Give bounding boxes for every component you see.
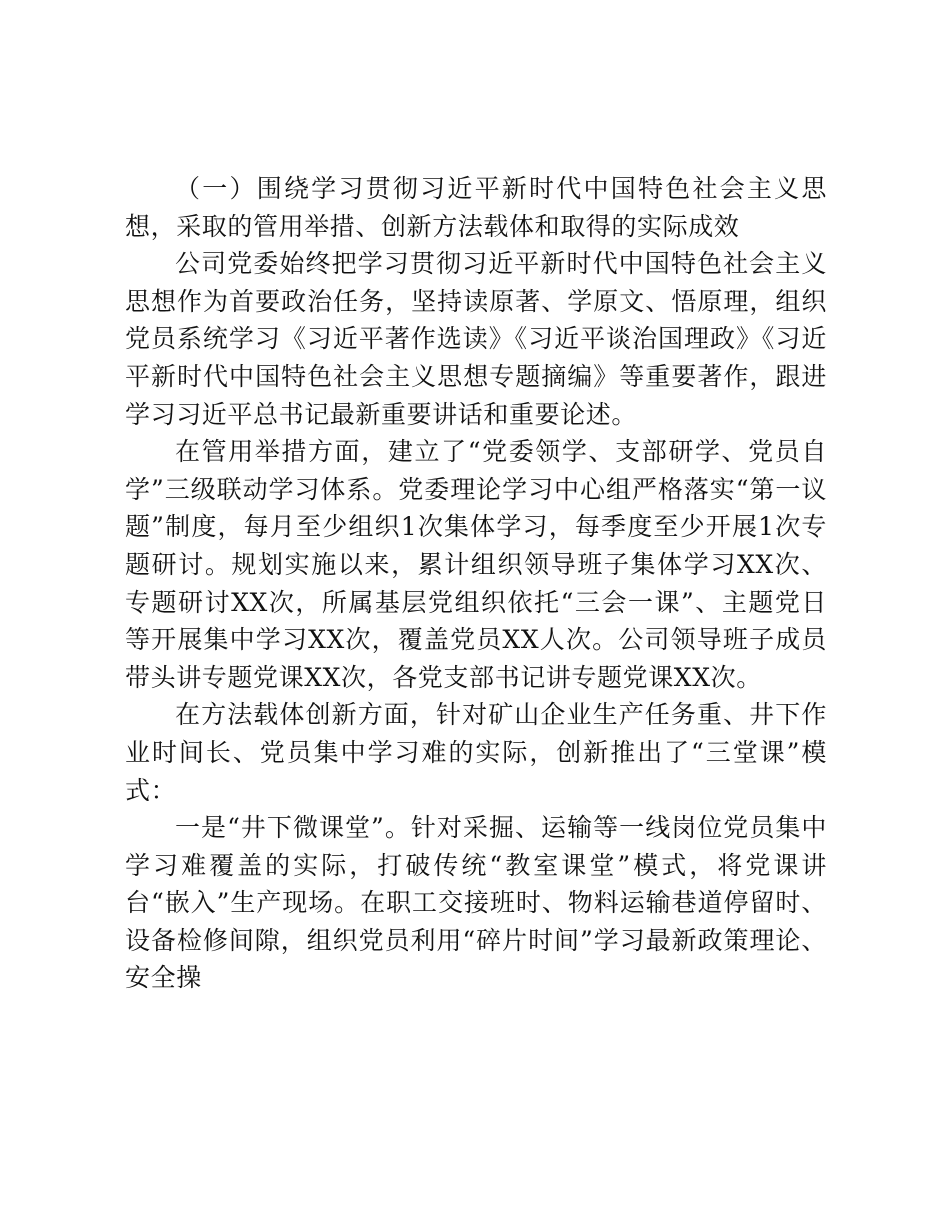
document-body [125, 170, 827, 997]
paragraph-intro: 公司党委始终把学习贯彻习近平新时代中国特色社会主义思想作为首要政治任务，坚持读原著、学原文、悟原理，组织党员系统学习《习近平著作选读》《习近平谈治国理政》《习近平新时代中国特色社会主义思想专题摘编》等重要著作，跟进学习习近平总书记最新重要讲话和重要论述。 [125, 249, 827, 429]
paragraph-methods: 在方法载体创新方面，针对矿山企业生产任务重、井下作业时间长、党员集中学习难的实际，创新推出了“三堂课”模式： [125, 700, 827, 805]
paragraph-measures: 在管用举措方面，建立了“党委领学、支部研学、党员自学”三级联动学习体系。党委理论学习中心组严格落实“第一议题”制度，每月至少组织1次集体学习，每季度至少开展1次专题研讨。规划实施以来，累计组织领导班子集体学习XX次、专题研讨XX次，所属基层党组织依托“三会一课”、主题党日等开展集中学习XX次，覆盖党员XX人次。公司领导班子成员带头讲专题党课XX次，各党支部书记讲专题党课XX次。 [125, 437, 827, 692]
paragraph-underground-class: 一是“井下微课堂”。针对采掘、运输等一线岗位党员集中学习难覆盖的实际，打破传统“教室课堂”模式，将党课讲台“嵌入”生产现场。在职工交接班时、物料运输巷道停留时、设备检修间隙，组织党员利用“碎片时间”学习最新政策理论、安全操 [125, 813, 827, 993]
section-heading: （一）围绕学习贯彻习近平新时代中国特色社会主义思想，采取的管用举措、创新方法载体和取得的实际成效 [125, 174, 827, 241]
